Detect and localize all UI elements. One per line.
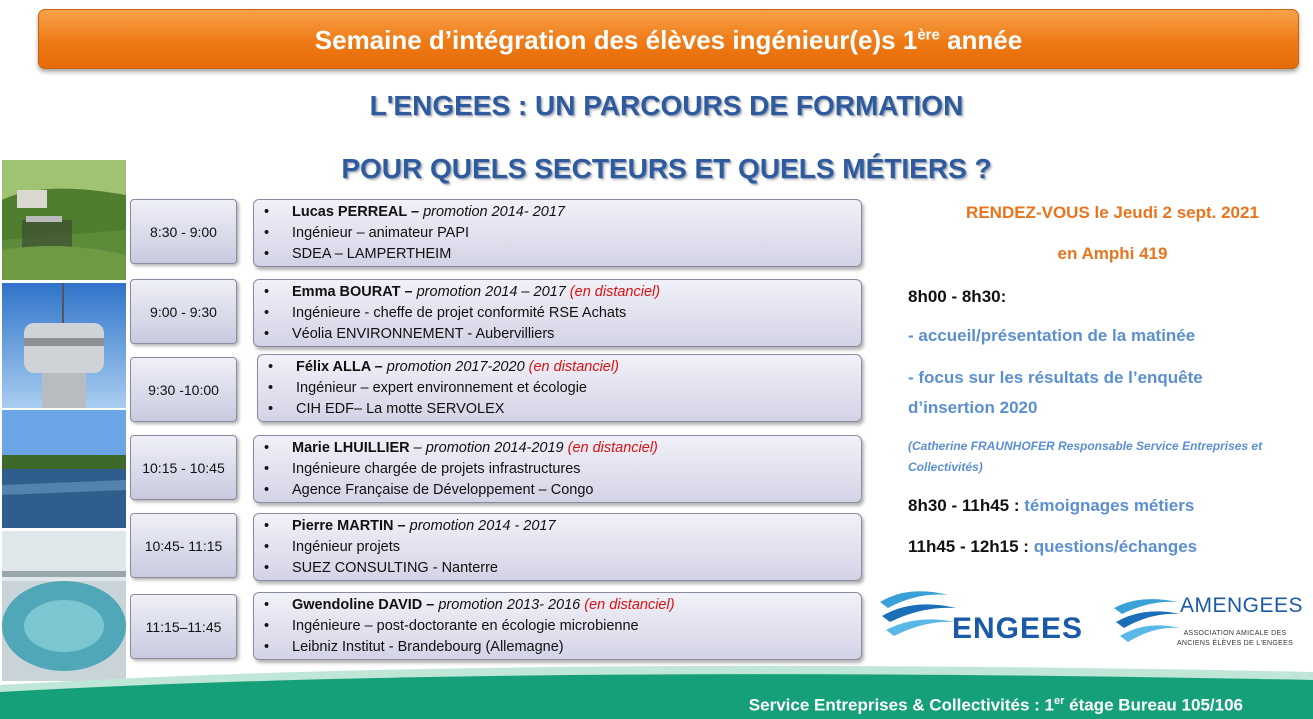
- program-item-survey: - focus sur les résultats de l’enquête: [908, 368, 1203, 387]
- photo-reservoir-pond: [2, 160, 126, 280]
- program-item-survey-2: d’insertion 2020: [908, 398, 1038, 417]
- speaker-card: • Lucas PERREAL – promotion 2014- 2017 • Ingénieur – animateur PAPI • SDEA – LAMPERTHEIM: [253, 199, 862, 267]
- photo-river: [2, 410, 126, 528]
- speaker-org: Agence Française de Développement – Congo: [292, 482, 594, 498]
- time-slot: 11:15–11:45: [130, 594, 237, 659]
- footer-location: Service Entreprises & Collectivités : 1er étage Bureau 105/106: [748, 695, 1243, 715]
- speaker-org: Véolia ENVIRONNEMENT - Aubervilliers: [292, 326, 555, 342]
- program-note: (Catherine FRAUNHOFER Responsable Service Entreprises et Collectivités): [908, 439, 1263, 474]
- program-slot-2: 8h30 - 11h45 : témoignages métiers: [908, 496, 1195, 515]
- speaker-name: Pierre MARTIN –: [292, 518, 406, 534]
- speaker-name: Emma BOURAT –: [292, 284, 413, 300]
- speaker-org: SUEZ CONSULTING - Nanterre: [292, 560, 498, 576]
- time-slot: 8:30 - 9:00: [130, 199, 237, 264]
- program-slot-3: 11h45 - 12h15 : questions/échanges: [908, 537, 1198, 556]
- sub-title: POUR QUELS SECTEURS ET QUELS MÉTIERS ?: [341, 153, 992, 184]
- speaker-role: Ingénieur – animateur PAPI: [292, 225, 470, 241]
- speaker-card: • Marie LHUILLIER – promotion 2014-2019 (en distanciel) • Ingénieure chargée de projets infrastructures • Agence Française de Développement – Congo: [253, 435, 862, 503]
- speaker-role: Ingénieure chargée de projets infrastructures: [292, 461, 581, 477]
- header-title: Semaine d’intégration des élèves ingénieur(e)s 1ère année: [314, 25, 1023, 55]
- speaker-name: Marie LHUILLIER: [292, 440, 410, 456]
- speaker-card: • Félix ALLA – promotion 2017-2020 (en distanciel) • Ingénieur – expert environnement et écologie • CIH EDF– La motte SERVOLEX: [257, 354, 862, 422]
- speaker-card: • Pierre MARTIN – promotion 2014 - 2017 • Ingénieur projets • SUEZ CONSULTING - Nanterre: [253, 513, 862, 581]
- program-slot-1: 8h00 - 8h30:: [908, 287, 1007, 306]
- speaker-role: Ingénieure – post-doctorante en écologie microbienne: [292, 618, 639, 634]
- speaker-org: Leibniz Institut - Brandebourg (Allemagne): [292, 639, 564, 655]
- speaker-card: • Gwendoline DAVID – promotion 2013- 2016 (en distanciel) • Ingénieure – post-doctorante en écologie microbienne • Leibniz Institut - Brandebourg (Allemagne): [253, 592, 862, 660]
- rendezvous-room: en Amphi 419: [1057, 244, 1168, 263]
- photo-water-tower: [2, 283, 126, 408]
- speaker-name: Lucas PERREAL –: [292, 204, 420, 220]
- speaker-name: Gwendoline DAVID –: [292, 597, 435, 613]
- time-slot: 9:30 -10:00: [130, 357, 237, 422]
- time-slot: 10:45- 11:15: [130, 513, 237, 578]
- speaker-org: CIH EDF– La motte SERVOLEX: [296, 401, 505, 417]
- time-slot: 10:15 - 10:45: [130, 435, 237, 500]
- speaker-role: Ingénieur – expert environnement et écologie: [296, 380, 587, 396]
- speaker-role: Ingénieure - cheffe de projet conformité RSE Achats: [292, 305, 627, 321]
- speaker-role: Ingénieur projets: [292, 539, 401, 555]
- main-title: L'ENGEES : UN PARCOURS DE FORMATION: [369, 90, 964, 121]
- time-slot: 9:00 - 9:30: [130, 279, 237, 344]
- engees-logo-waves-icon: [878, 580, 958, 640]
- speaker-name: Félix ALLA –: [296, 359, 383, 375]
- speaker-card: • Emma BOURAT – promotion 2014 – 2017 (en distanciel) • Ingénieure - cheffe de projet conformité RSE Achats • Véolia ENVIRONNEMENT - Aubervilliers: [253, 279, 862, 347]
- program-item-welcome: - accueil/présentation de la matinée: [908, 326, 1196, 345]
- amengees-logo-text: AMENGEES: [1180, 594, 1304, 617]
- rendezvous-date: RENDEZ-VOUS le Jeudi 2 sept. 2021: [966, 203, 1259, 222]
- engees-logo-text: ENGEES: [952, 612, 1084, 645]
- amengees-logo-subtitle: ASSOCIATION AMICALE DES ANCIENS ÉLÈVES DE L'ENGEES: [1176, 630, 1294, 647]
- speaker-org: SDEA – LAMPERTHEIM: [292, 246, 452, 262]
- header-banner: [38, 9, 1299, 69]
